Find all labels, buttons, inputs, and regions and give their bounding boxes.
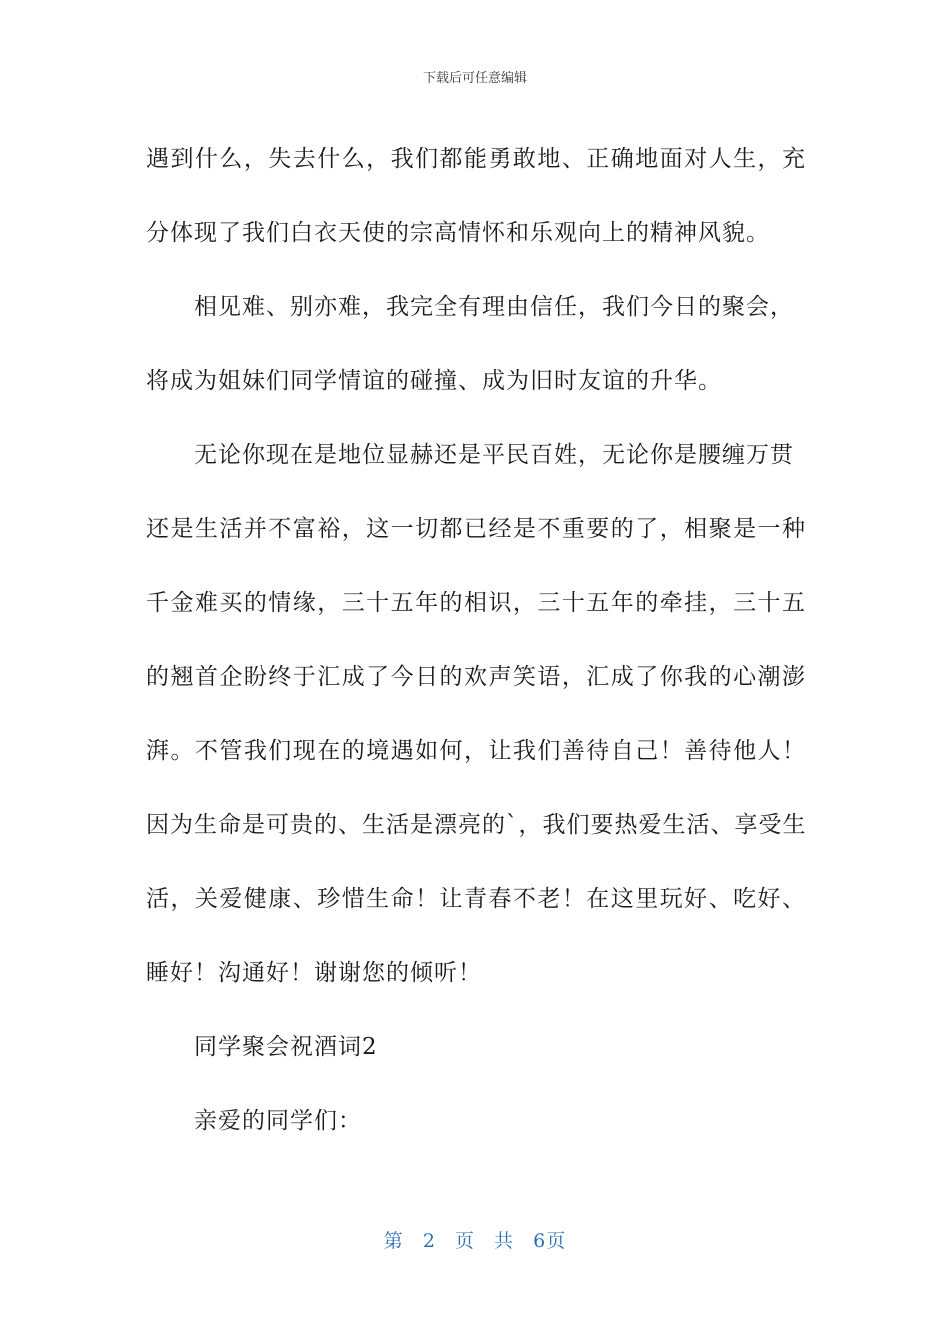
text-line: 相见难、别亦难，我完全有理由信任，我们今日的聚会， — [194, 294, 794, 320]
text-line: 无论你现在是地位显赫还是平民百姓，无论你是腰缠万贯 — [194, 442, 794, 468]
footer-page-number: 2 — [422, 1230, 436, 1252]
footer-label-ye: 页 — [454, 1230, 475, 1252]
salutation: 亲爱的同学们： — [194, 1108, 362, 1134]
document-body — [146, 122, 806, 1158]
text-line: 分体现了我们白衣天使的宗高情怀和乐观向上的精神风貌。 — [146, 220, 770, 246]
text-line: 活，关爱健康、珍惜生命！让青春不老！在这里玩好、吃好、 — [146, 886, 806, 912]
text-line: 湃。不管我们现在的境遇如何，让我们善待自己！善待他人！ — [146, 738, 806, 764]
footer-total-pages: 6页 — [533, 1230, 567, 1252]
footer-label-di: 第 — [383, 1230, 404, 1252]
footer-label-gong: 共 — [494, 1230, 515, 1252]
text-line: 的翘首企盼终于汇成了今日的欢声笑语，汇成了你我的心潮澎 — [146, 664, 806, 690]
section-heading: 同学聚会祝酒词2 — [194, 1034, 378, 1060]
text-line: 遇到什么，失去什么，我们都能勇敢地、正确地面对人生，充 — [146, 146, 806, 172]
text-line: 还是生活并不富裕，这一切都已经是不重要的了，相聚是一种 — [146, 516, 806, 542]
page-footer — [0, 1226, 950, 1253]
page-header-note: 下载后可任意编辑 — [422, 71, 527, 86]
text-line: 睡好！沟通好！谢谢您的倾听！ — [146, 960, 482, 986]
text-line: 将成为姐妹们同学情谊的碰撞、成为旧时友谊的升华。 — [146, 368, 722, 394]
text-line: 因为生命是可贵的、生活是漂亮的`，我们要热爱生活、享受生 — [146, 812, 807, 838]
text-line: 千金难买的情缘，三十五年的相识，三十五年的牵挂，三十五 — [146, 590, 806, 616]
